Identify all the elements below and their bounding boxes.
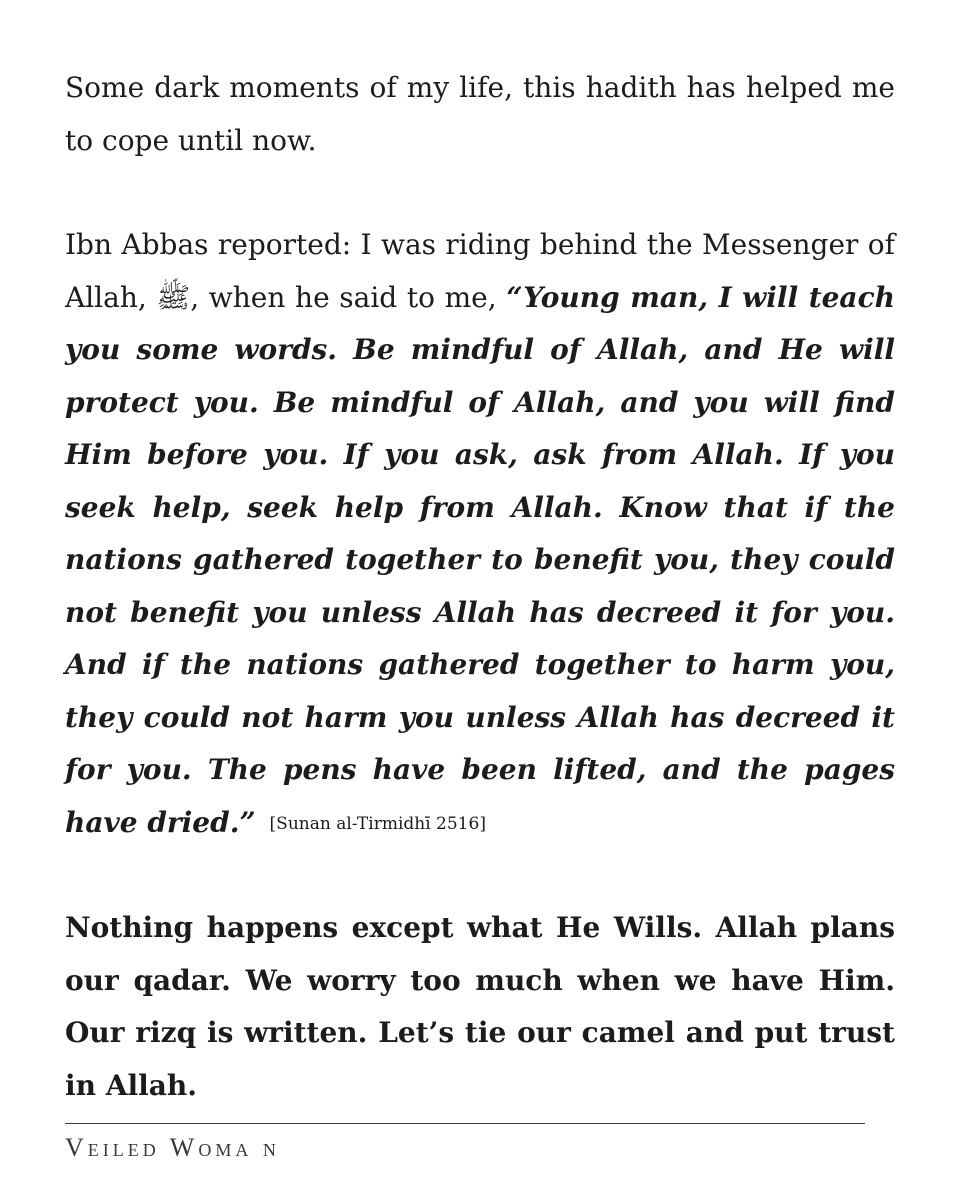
hadith-narration: Ibn Abbas reported: I was riding behind the Messenger of Allah, ﷺ, when he said to me, (65, 228, 895, 314)
footer-divider (65, 1123, 865, 1124)
intro-paragraph: Some dark moments of my life, this hadith has helped me to cope until now. (65, 71, 895, 157)
hadith-citation: [Sunan al-Tirmidhī 2516] (269, 813, 486, 834)
hadith-paragraph (65, 219, 895, 850)
hadith-quote: “Young man, I will teach you some words. Be mindful of Allah, and He will protect you. Be mindful of Allah, and you will find Him before you. If you ask, ask from Allah. If you seek help, seek help from Allah. Know that if the nations gathered together to benefit you, they could not benefit you unless Allah has decreed it for you. And if the nations gathered together to harm you, they could not harm you unless Allah has decreed it for you. The pens have been lifted, and the pages have dried.” (65, 280, 895, 839)
post-body (65, 62, 895, 1112)
author-signature: Veiled Woma n (65, 1133, 280, 1162)
closing-paragraph: Nothing happens except what He Wills. Allah plans our qadar. We worry too much when we have Him. Our rizq is written. Let’s tie our camel and put trust in Allah. (65, 911, 895, 1102)
